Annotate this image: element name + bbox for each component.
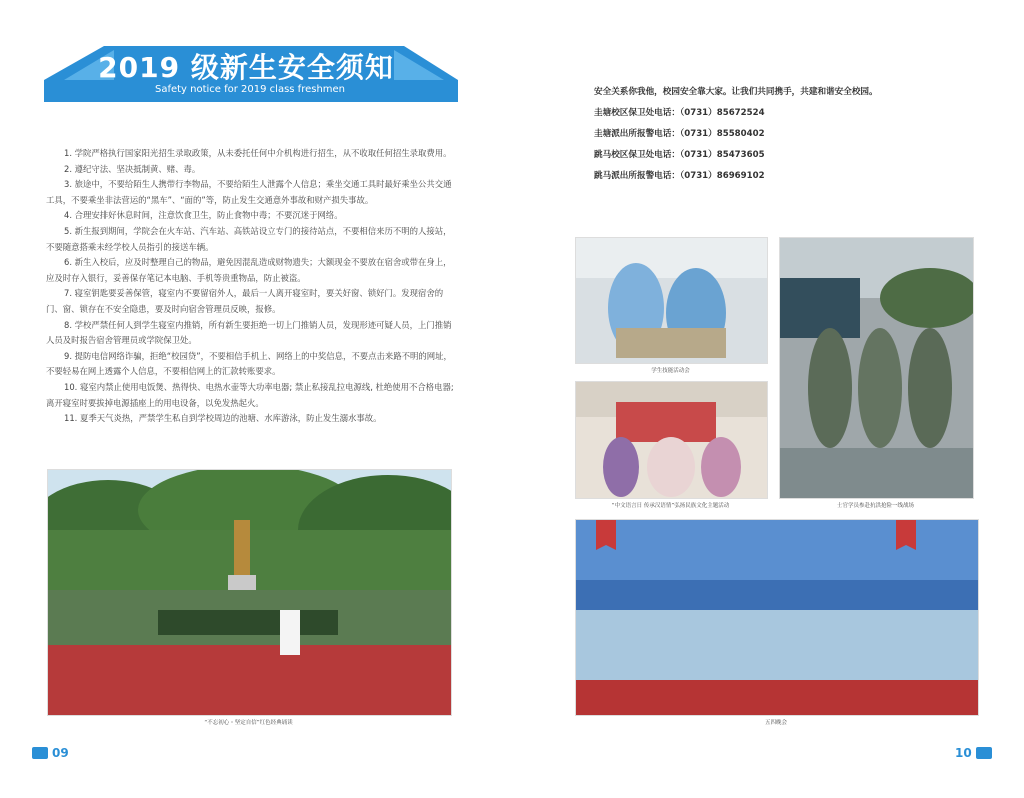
rule-item: 2. 遵纪守法、坚决抵制黄、赌、毒。: [64, 163, 201, 174]
contact-line: 跳马派出所报警电话：（0731）86969102: [594, 171, 765, 181]
rule-item: 10. 寝室内禁止使用电饭煲、热得快、电热水壶等大功率电器; 禁止私接乱拉电源线, 杜绝使用不合格电器; 离开寝室时要拔掉电源插座上的用电设备，以免发热起火。: [46, 381, 454, 408]
skills-photo: [575, 237, 768, 364]
contact-block: [594, 82, 994, 187]
page-title: 2019 级新生安全须知: [98, 51, 394, 84]
rule-item: 1. 学院严格执行国家阳光招生录取政策，从未委托任何中介机构进行招生，从不收取任何招生录取费用。: [64, 148, 452, 158]
footer-logo-right: [976, 747, 992, 759]
rule-item: 7. 寝室钥匙要妥善保管，寝室内不要留宿外人，最后一人离开寝室时，要关好窗、锁好门。发现宿舍的门、窗、锁存在不安全隐患，要及时向宿舍管理员反映，报修。: [46, 288, 444, 314]
show-photo: [575, 519, 979, 716]
soldier-photo: [779, 237, 974, 499]
soldier-caption: 士官学员参赴抗洪抢险一线战场: [836, 503, 914, 509]
page-number-left: 09: [52, 746, 69, 760]
safety-slogan: 安全关系你我他，校园安全靠大家。让我们共同携手，共建和谐安全校园。: [594, 87, 878, 97]
rule-item: 3. 旅途中，不要给陌生人携带行李物品，不要给陌生人泄露个人信息；乘坐交通工具时最好乘坐公共交通工具，不要乘坐非法营运的“黑车”、“面的”等，防止发生交通意外事故和财产损失事故。: [46, 179, 452, 205]
page-subtitle: Safety notice for 2019 class freshmen: [154, 84, 346, 95]
rule-item: 9. 提防电信网络诈骗，拒绝“校园贷”，不要相信手机上、网络上的中奖信息，不要点击来路不明的网址，不要轻易在网上透露个人信息，不要相信网上的汇款转账要求。: [46, 350, 452, 377]
skills-caption: 学生技能活动会: [651, 368, 690, 374]
culture-photo: [575, 381, 768, 499]
ceremony-caption: “不忘初心・坚定自信”红色经典诵读: [204, 720, 293, 726]
rule-item: 5. 新生报到期间，学院会在火车站、汽车站、高铁站设立专门的接待站点，不要相信来历不明的人接站，不要随意搭乘未经学校人员指引的接送车辆。: [46, 225, 452, 252]
rule-item: 6. 新生入校后，应及时整理自己的物品，避免因混乱造成财物遗失；大额现金不要放在宿舍或带在身上，应及时存入银行，妥善保存笔记本电脑、手机等贵重物品，防止被盗。: [46, 257, 452, 283]
rule-item: 4. 合理安排好休息时间，注意饮食卫生，防止食物中毒；不要沉迷于网络。: [64, 210, 343, 221]
page-number-right: 10: [955, 746, 972, 760]
show-caption: 五四晚会: [764, 720, 787, 726]
footer-logo-left: [32, 747, 48, 759]
ceremony-photo: [47, 469, 452, 716]
contact-line: 圭塘派出所报警电话：（0731）85580402: [594, 129, 765, 139]
contact-line: 跳马校区保卫处电话：（0731）85473605: [594, 150, 765, 160]
contact-line: 圭塘校区保卫处电话：（0731）85672524: [594, 108, 765, 118]
safety-rules: [46, 146, 456, 427]
rule-item: 11. 夏季天气炎热，严禁学生私自到学校周边的池塘、水库游泳，防止发生溺水事故。: [64, 413, 382, 424]
culture-caption: “中文语言日 传承汉语情”弘扬民族文化主题活动: [611, 503, 730, 509]
rule-item: 8. 学校严禁任何人到学生寝室内推销，所有新生要拒绝一切上门推销人员，发现形迹可疑人员，上门推销人员及时报告宿舍管理员或学院保卫处。: [46, 319, 452, 346]
